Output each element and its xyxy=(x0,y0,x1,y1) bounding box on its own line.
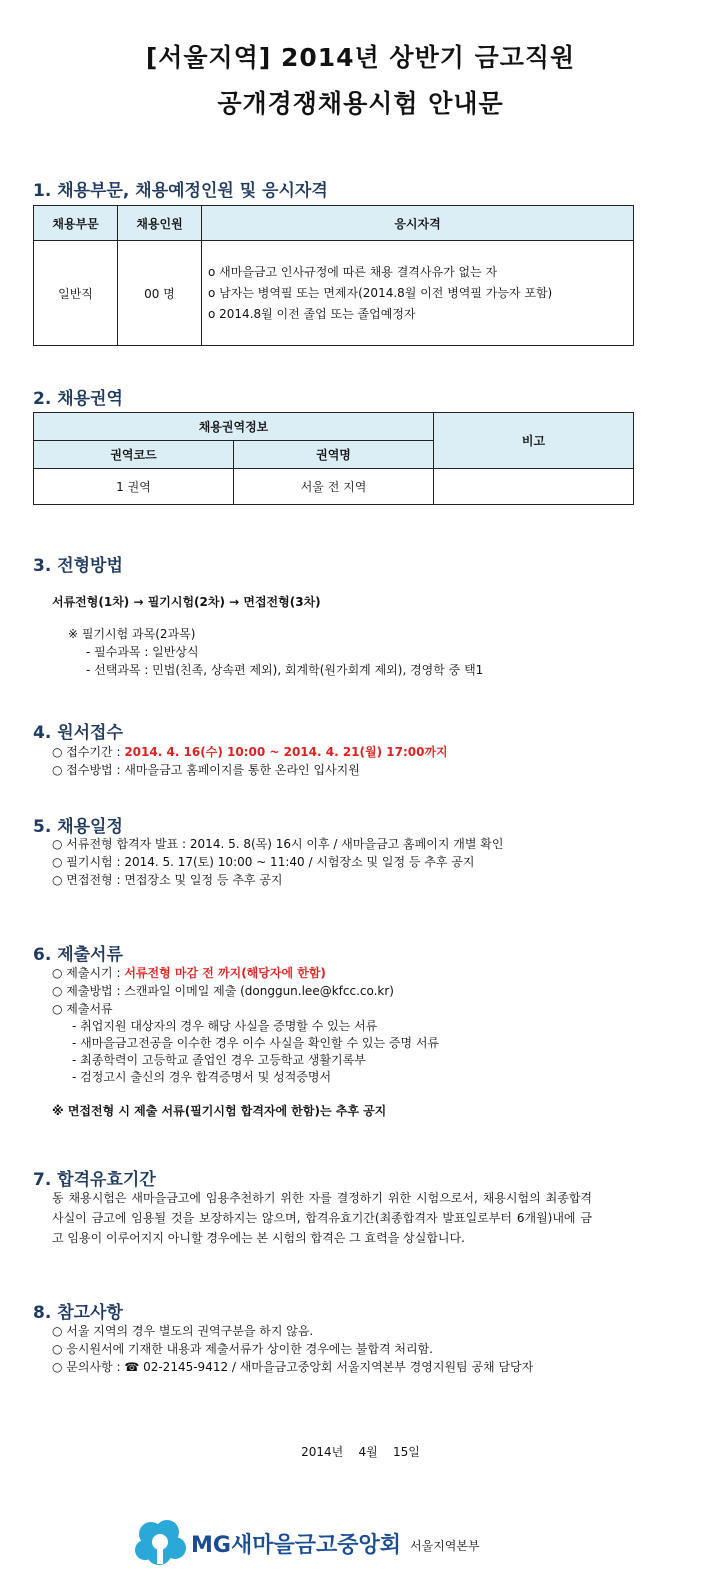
section7-heading: 7. 합격유효기간 xyxy=(33,1170,156,1190)
footer-logo-sub: 서울지역본부 xyxy=(410,1539,480,1553)
footer-logo-name: MG새마을금고중앙회 xyxy=(191,1533,401,1558)
submission-docs-label: ○ 제출서류 xyxy=(52,1002,113,1016)
mg-logo-icon xyxy=(133,1518,189,1568)
requirement-item: o 2014.8월 이전 졸업 또는 졸업예정자 xyxy=(208,306,416,321)
header-count: 채용인원 xyxy=(118,206,202,241)
schedule-item: ○ 면접전형 : 면접장소 및 일정 등 추후 공지 xyxy=(52,873,283,887)
requirement-item: o 남자는 병역필 또는 면제자(2014.8월 이전 병역필 가능자 포함) xyxy=(208,285,553,300)
exam-subjects-title: ※ 필기시험 과목(2과목) xyxy=(68,627,196,641)
exam-subject-item: - 선택과목 : 민법(친족, 상속편 제외), 회계학(원가회계 제외), 경영학 중 택1 xyxy=(86,663,484,677)
section8-heading: 8. 참고사항 xyxy=(33,1303,123,1323)
doc-item: - 검정고시 출신의 경우 합격증명서 및 성적증명서 xyxy=(72,1070,332,1084)
schedule-item: ○ 필기시험 : 2014. 5. 17(토) 10:00 ~ 11:40 / 시험장소 및 일정 등 추후 공지 xyxy=(52,855,475,869)
application-period-label: ○ 접수기간 : xyxy=(52,745,125,759)
section1-heading: 1. 채용부문, 채용예정인원 및 응시자격 xyxy=(33,181,328,201)
application-method: ○ 접수방법 : 새마을금고 홈페이지를 통한 온라인 입사지원 xyxy=(52,763,360,777)
reference-item: ○ 서울 지역의 경우 별도의 권역구분을 하지 않음. xyxy=(52,1324,314,1338)
header-note: 비고 xyxy=(434,413,634,469)
header-division: 채용부문 xyxy=(34,206,118,241)
header-region-name: 권역명 xyxy=(234,441,434,469)
doc-item: - 새마을금고전공을 이수한 경우 이수 사실을 확인할 수 있는 증명 서류 xyxy=(72,1036,440,1050)
recruit-table xyxy=(33,205,634,346)
region-table xyxy=(33,412,634,505)
exam-subject-item: - 필수과목 : 일반상식 xyxy=(86,645,199,659)
submission-period xyxy=(52,964,326,981)
cell-division: 일반직 xyxy=(34,241,118,346)
doc-title-line2: 공개경쟁채용시험 안내문 xyxy=(217,89,504,118)
section2-heading: 2. 채용권역 xyxy=(33,389,123,409)
doc-item: - 취업지원 대상자의 경우 해당 사실을 증명할 수 있는 서류 xyxy=(72,1019,378,1033)
cell-requirements xyxy=(202,241,634,346)
cell-count: 00 명 xyxy=(118,241,202,346)
interview-docs-note: ※ 면접전형 시 제출 서류(필기시험 합격자에 한함)는 추후 공지 xyxy=(52,1104,387,1118)
schedule-item: ○ 서류전형 합격자 발표 : 2014. 5. 8(목) 16시 이후 / 새마을금고 홈페이지 개별 확인 xyxy=(52,837,504,851)
selection-flow: 서류전형(1차) → 필기시험(2차) → 면접전형(3차) xyxy=(52,595,321,609)
requirement-item: o 새마을금고 인사규정에 따른 채용 결격사유가 없는 자 xyxy=(208,264,498,279)
reference-item: ○ 문의사항 : ☎ 02-2145-9412 / 새마을금고중앙회 서울지역본부 경영지원팀 공채 담당자 xyxy=(52,1360,534,1374)
application-period xyxy=(52,743,448,760)
doc-title-line1: [서울지역] 2014년 상반기 금고직원 xyxy=(145,43,576,72)
header-region-info: 채용권역정보 xyxy=(34,413,434,441)
cell-note xyxy=(434,469,634,505)
section3-heading: 3. 전형방법 xyxy=(33,556,123,576)
application-period-value: 2014. 4. 16(수) 10:00 ~ 2014. 4. 21(월) 17:00까지 xyxy=(124,745,448,759)
submission-period-value: 서류전형 마감 전 까지(해당자에 한함) xyxy=(124,966,326,980)
doc-date: 2014년 4월 15일 xyxy=(301,1445,420,1459)
submission-period-label: ○ 제출시기 : xyxy=(52,966,125,980)
section5-heading: 5. 채용일정 xyxy=(33,817,123,837)
section6-heading: 6. 제출서류 xyxy=(33,945,123,965)
cell-region-name: 서울 전 지역 xyxy=(234,469,434,505)
reference-item: ○ 응시원서에 기재한 내용과 제출서류가 상이한 경우에는 불합격 처리함. xyxy=(52,1342,433,1356)
section4-heading: 4. 원서접수 xyxy=(33,723,123,743)
submission-method: ○ 제출방법 : 스캔파일 이메일 제출 (donggun.lee@kfcc.co.kr) xyxy=(52,984,394,998)
header-region-code: 권역코드 xyxy=(34,441,234,469)
footer-logo xyxy=(133,1518,513,1568)
header-requirements: 응시자격 xyxy=(202,206,634,241)
cell-region-code: 1 권역 xyxy=(34,469,234,505)
validity-paragraph: 동 채용시험은 새마을금고에 임용추천하기 위한 자를 결정하기 위한 시험으로서, 채용시험의 최종합격 사실이 금고에 임용될 것을 보장하지는 않으며, 합격유효기간(최종합격자 발표일로부터 6개월)내에 금고 임용이 이루어지지 아니할 경우에는 본 시험의 합격은 그 효력을 상실합니다. xyxy=(52,1191,592,1245)
doc-item: - 최종학력이 고등학교 졸업인 경우 고등학교 생활기록부 xyxy=(72,1053,366,1067)
